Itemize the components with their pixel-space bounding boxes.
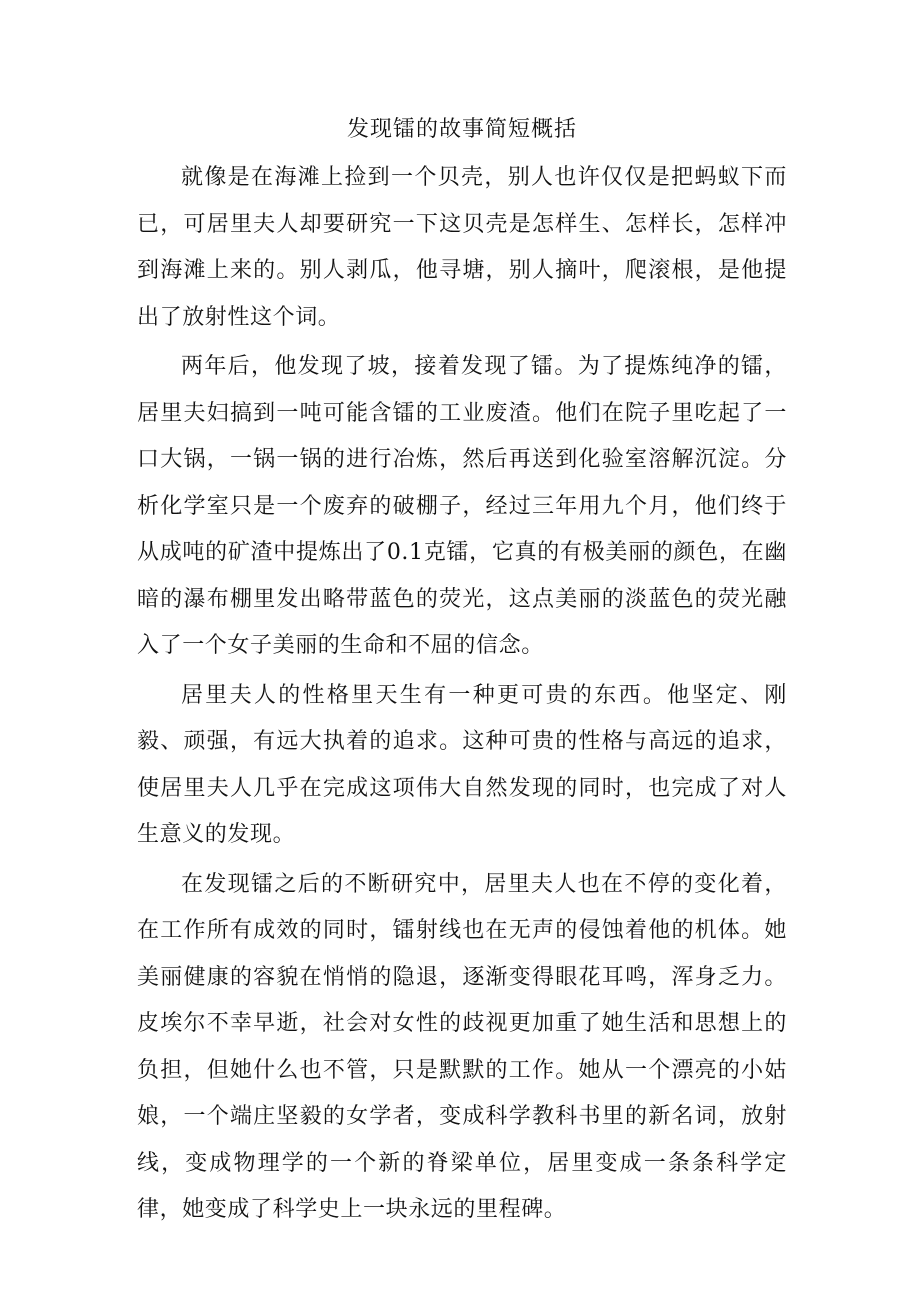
document-title: 发现镭的故事简短概括 xyxy=(346,117,577,142)
paragraph-1: 就像是在海滩上捡到一个贝壳，别人也许仅仅是把蚂蚁下而已，可居里夫人却要研究一下这贝壳是怎样生、怎样长，怎样冲到海滩上来的。别人剥瓜，他寻塘，别人摘叶，爬滚根，是他提出了放射性这个词。 xyxy=(137,165,787,330)
paragraph-3: 居里夫人的性格里天生有一种更可贵的东西。他坚定、刚毅、顽强，有远大执着的追求。这种可贵的性格与高远的追求，使居里夫人几乎在完成这项伟大自然发现的同时，也完成了对人生意义的发现。 xyxy=(137,682,787,847)
paragraph-4: 在发现镭之后的不断研究中，居里夫人也在不停的变化着，在工作所有成效的同时，镭射线也在无声的侵蚀着他的机体。她美丽健康的容貌在悄悄的隐退，逐渐变得眼花耳鸣，浑身乏力。皮埃尔不幸早逝，社会对女性的歧视更加重了她生活和思想上的负担，但她什么也不管，只是默默的工作。她从一个漂亮的小姑娘，一个端庄坚毅的女学者，变成科学教科书里的新名词，放射线，变成物理学的一个新的脊梁单位，居里变成一条条科学定律，她变成了科学史上一块永远的里程碑。 xyxy=(137,871,787,1222)
paragraph-2: 两年后，他发现了坡，接着发现了镭。为了提炼纯净的镭，居里夫妇搞到一吨可能含镭的工业废渣。他们在院子里吃起了一口大锅，一锅一锅的进行冶炼，然后再送到化验室溶解沉淀。分析化学室只是一个废弃的破棚子，经过三年用九个月，他们终于从成吨的矿渣中提炼出了0.1克镭，它真的有极美丽的颜色，在幽暗的瀑布棚里发出略带蓝色的荧光，这点美丽的淡蓝色的荧光融入了一个女子美丽的生命和不屈的信念。 xyxy=(137,354,787,658)
document-body xyxy=(137,115,787,1237)
